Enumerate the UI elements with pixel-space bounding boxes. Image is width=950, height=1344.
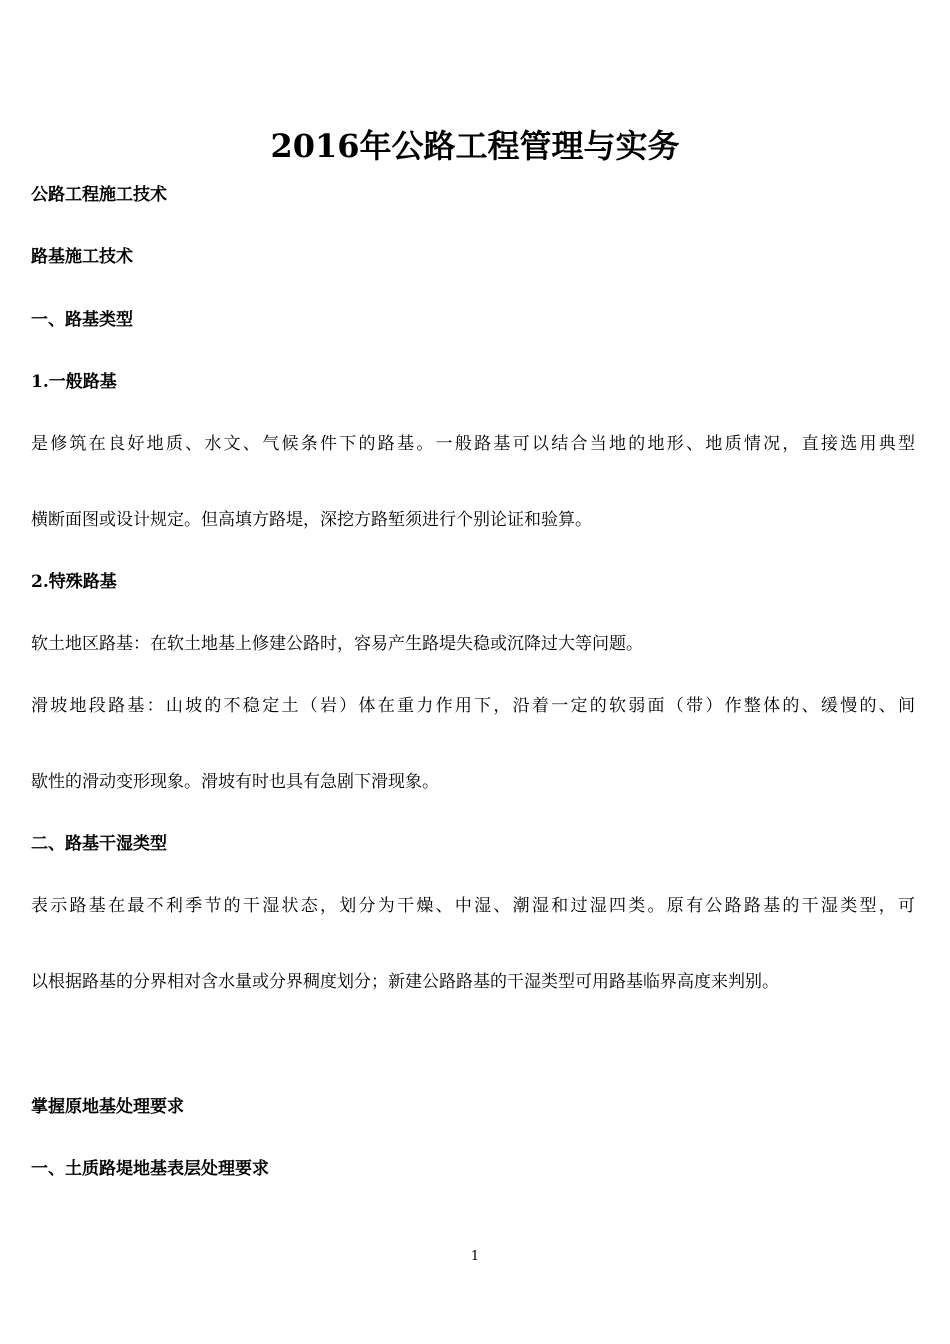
heading-chapter: 公路工程施工技术 xyxy=(31,185,167,205)
heading-subsection-2: 二、路基干湿类型 xyxy=(31,834,167,854)
page-number: 1 xyxy=(470,1249,480,1264)
paragraph-line: 歇性的滑动变形现象。滑坡有时也具有急剧下滑现象。 xyxy=(31,772,439,792)
heading-item-1: 1.一般路基 xyxy=(31,372,117,392)
paragraph-line: 软土地区路基：在软土地基上修建公路时，容易产生路堤失稳或沉降过大等问题。 xyxy=(31,634,643,654)
heading-subsection-1: 一、路基类型 xyxy=(31,310,133,330)
heading-subsection-1: 一、土质路堤地基表层处理要求 xyxy=(31,1159,269,1179)
paragraph-line: 以根据路基的分界相对含水量或分界稠度划分；新建公路路基的干湿类型可用路基临界高度来判别。 xyxy=(31,972,779,992)
paragraph-line: 横断面图或设计规定。但高填方路堤，深挖方路堑须进行个别论证和验算。 xyxy=(31,510,592,530)
document-title: 2016年公路工程管理与实务 xyxy=(270,127,680,165)
paragraph-line: 表示路基在最不利季节的干湿状态，划分为干燥、中湿、潮湿和过湿四类。原有公路路基的干湿类型，可 xyxy=(31,896,915,916)
heading-item-2: 2.特殊路基 xyxy=(31,572,117,592)
heading-section: 掌握原地基处理要求 xyxy=(31,1097,184,1117)
paragraph-line: 是修筑在良好地质、水文、气候条件下的路基。一般路基可以结合当地的地形、地质情况，直接选用典型 xyxy=(31,434,915,454)
heading-section: 路基施工技术 xyxy=(31,247,133,267)
paragraph-line: 滑坡地段路基：山坡的不稳定土（岩）体在重力作用下，沿着一定的软弱面（带）作整体的、缓慢的、间 xyxy=(31,696,915,716)
